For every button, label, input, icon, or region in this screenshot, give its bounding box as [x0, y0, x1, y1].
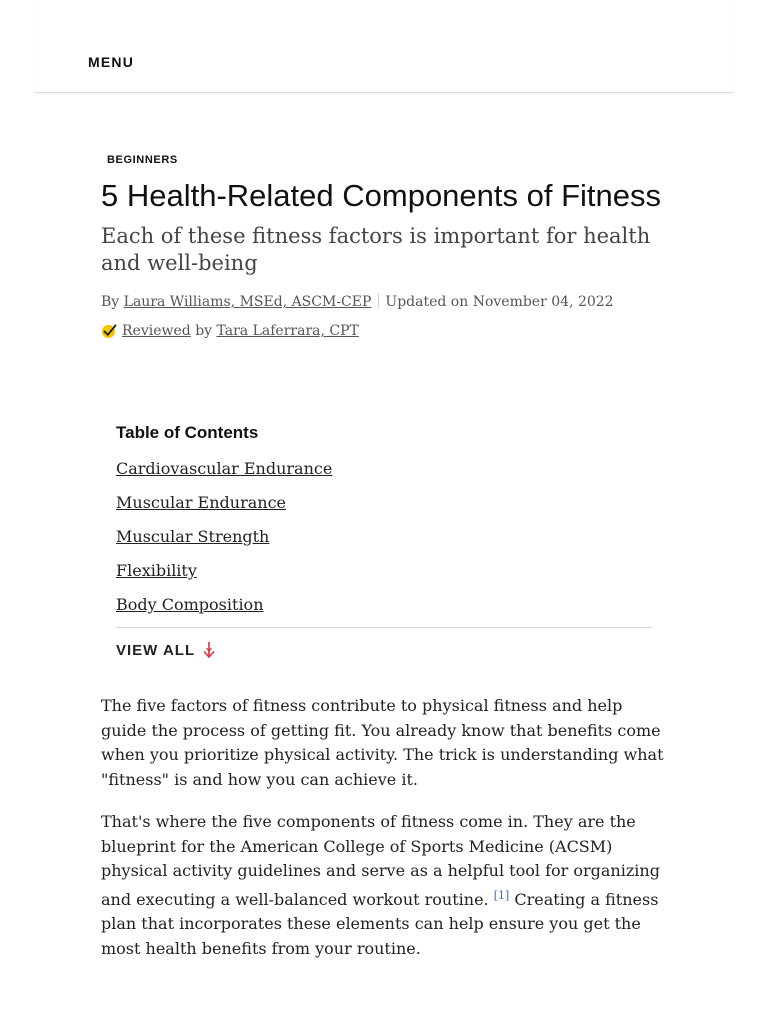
category-link[interactable]: BEGINNERS [107, 154, 178, 166]
review-by: by [195, 323, 213, 339]
toc-list [116, 459, 652, 615]
toc-link-muscular-strength[interactable]: Muscular Strength [116, 527, 270, 546]
page-title: 5 Health-Related Components of Fitness [101, 178, 662, 213]
byline-divider [378, 293, 379, 308]
review-line [101, 321, 667, 341]
paragraph-2-part-1: That's where the five components of fitness come in. They are the blueprint for the American College of Sports Medicine (ACSM) physical activity guidelines and serve as a helpful tool for organizing and executing a well-balanced workout routine. [101, 812, 660, 909]
toc-item [116, 527, 652, 547]
toc-divider [116, 627, 652, 628]
toc-item [116, 561, 652, 581]
toc-link-cardiovascular-endurance[interactable]: Cardiovascular Endurance [116, 459, 333, 478]
paragraph-2 [101, 810, 667, 961]
toc-title: Table of Contents [116, 423, 259, 442]
byline-prefix: By [101, 294, 120, 310]
toc-item [116, 595, 652, 615]
toc-item [116, 493, 652, 513]
view-all-button[interactable] [116, 640, 652, 660]
author-link[interactable]: Laura Williams, MSEd, ASCM-CEP [123, 294, 372, 310]
reviewer-link[interactable]: Tara Laferrara, CPT [216, 323, 359, 339]
article-body [101, 694, 667, 979]
site-header [35, 0, 733, 93]
paragraph-2-part-2: Creating a fitness plan that incorporates these elements can help ensure you get the most health benefits from your routine. [101, 889, 659, 958]
reviewed-link[interactable]: Reviewed [122, 323, 191, 339]
toc-link-flexibility[interactable]: Flexibility [116, 561, 197, 580]
byline [101, 292, 667, 312]
toc-link-body-composition[interactable]: Body Composition [116, 595, 264, 614]
article-header [101, 150, 667, 341]
paragraph-1: The five factors of fitness contribute to physical fitness and help guide the process of getting fit. You already know that benefits come when you prioritize physical activity. The trick is understanding what "fitness" is and how you can achieve it. [101, 696, 664, 789]
updated-date: Updated on November 04, 2022 [385, 294, 614, 310]
citation-link[interactable]: [1] [493, 888, 510, 902]
toc-link-muscular-endurance[interactable]: Muscular Endurance [116, 493, 287, 512]
page-subtitle: Each of these fitness factors is important for health and well-being [101, 224, 651, 275]
view-all-label: VIEW ALL [116, 641, 196, 659]
checkmark-badge-icon [101, 323, 117, 339]
arrow-down-icon [202, 640, 216, 660]
toc-item [116, 459, 652, 479]
table-of-contents [116, 423, 652, 660]
menu-button[interactable]: MENU [88, 54, 135, 70]
